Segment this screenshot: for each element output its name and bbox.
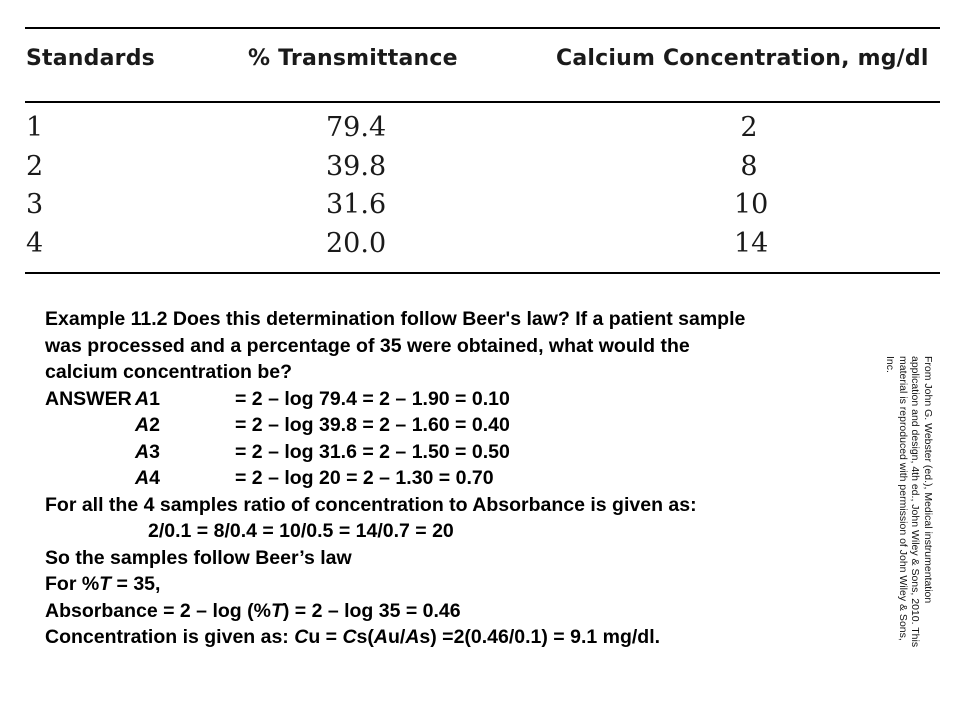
cell-concentration: 8 [740,150,758,182]
absorbance-equation: = 2 – log 31.6 = 2 – 1.50 = 0.50 [235,440,510,463]
ratio-equation: 2/0.1 = 8/0.4 = 10/0.5 = 14/0.7 = 20 [148,520,454,542]
cell-transmittance: 79.4 [326,112,387,143]
table-row [0,112,960,151]
given-transmittance: For %T = 35, [45,573,161,595]
table-header-rule [25,101,940,103]
header-calcium-concentration: Calcium Concentration, mg/dl [556,46,929,71]
cell-standard: 2 [26,150,44,182]
table-body [0,112,960,266]
answer-label: ANSWER [45,387,132,410]
source-credit-text: From John G. Webster (ed.), Medical instrumentation application and design, 4th ed., John Wiley & Sons, 2010. This material is reproduced with permission of John Wiley & Sons, Inc. [884,356,934,648]
absorbance-equation: = 2 – log 79.4 = 2 – 1.90 = 0.10 [235,387,510,410]
cell-transmittance: 20.0 [326,227,387,259]
table-row [0,151,960,190]
table-row [0,189,960,228]
question-line: calcium concentration be? [45,361,293,383]
cell-concentration: 14 [734,227,769,259]
cell-concentration: 10 [734,189,769,220]
absorbance-symbol: A4 [135,467,160,489]
ratio-intro: For all the 4 samples ratio of concentration to Absorbance is given as: [45,493,697,516]
worked-example [45,306,925,651]
cell-transmittance: 31.6 [326,189,387,220]
absorbance-equation: = 2 – log 20 = 2 – 1.30 = 0.70 [235,467,494,489]
question-line: Example 11.2 Does this determination follow Beer's law? If a patient sample [45,308,746,330]
conclusion: So the samples follow Beer’s law [45,546,352,569]
table-bottom-rule [25,272,940,274]
answer-row [45,439,925,466]
source-credit [876,356,934,680]
cell-concentration: 2 [740,112,758,143]
absorbance-equation: = 2 – log 39.8 = 2 – 1.60 = 0.40 [235,414,510,436]
table-top-rule [25,27,940,29]
header-standards: Standards [26,46,155,71]
cell-transmittance: 39.8 [326,150,387,182]
absorbance-symbol: A1 [135,387,160,410]
answer-row [45,412,925,439]
answer-row [45,465,925,492]
table-row [0,228,960,267]
cell-standard: 1 [26,112,44,143]
cell-standard: 3 [26,189,44,220]
absorbance-symbol: A3 [135,440,160,463]
cell-standard: 4 [26,227,44,259]
concentration-result: Concentration is given as: Cu = Cs(Au/As) =2(0.46/0.1) = 9.1 mg/dl. [45,626,661,648]
header-transmittance: % Transmittance [248,46,458,71]
absorbance-result: Absorbance = 2 – log (%T) = 2 – log 35 = 0.46 [45,599,461,622]
absorbance-symbol: A2 [135,414,160,436]
question-line: was processed and a percentage of 35 were obtained, what would the [45,334,690,357]
answer-row [45,386,925,413]
